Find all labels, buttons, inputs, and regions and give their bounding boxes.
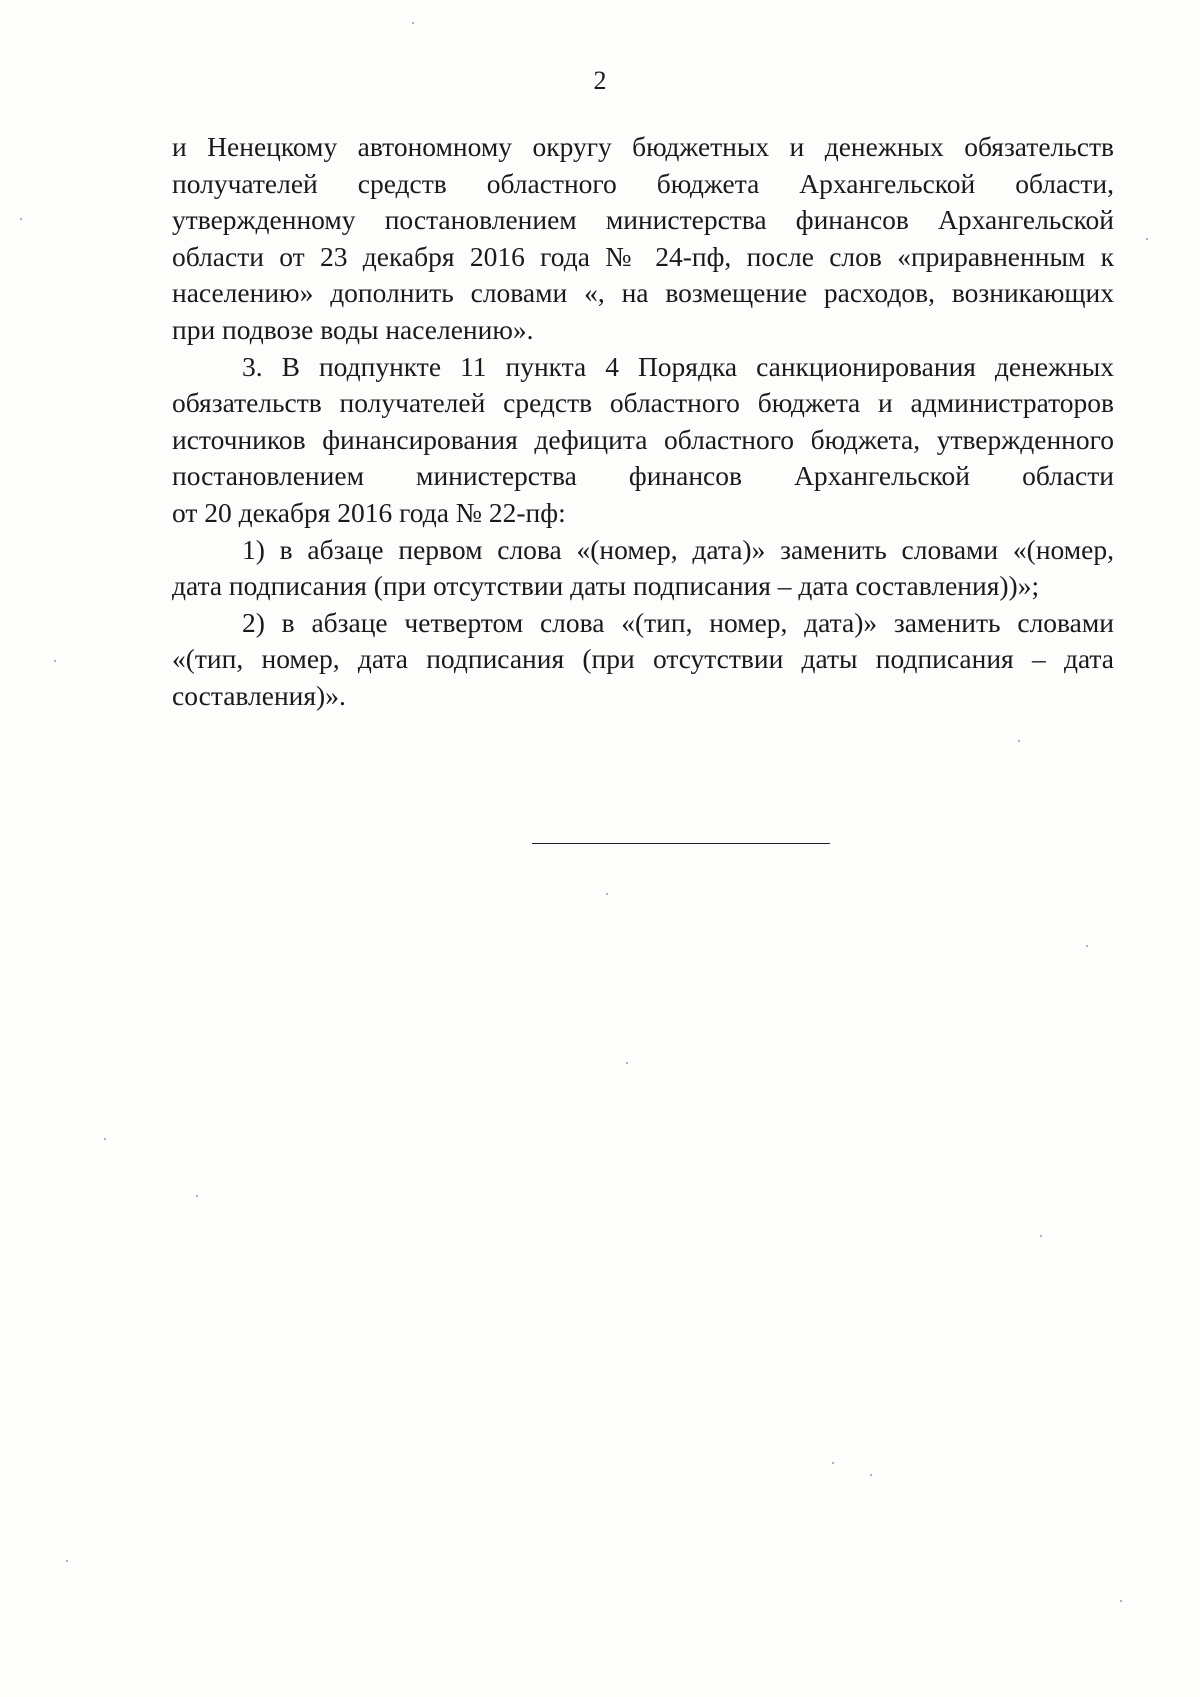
- text-line: населению» дополнить словами «, на возмещение расходов, возникающих: [172, 277, 1114, 309]
- text-line: 1) в абзаце первом слова «(номер, дата)» заменить словами «(номер,: [242, 533, 1114, 565]
- text-line: утвержденному постановлением министерства финансов Архангельской: [172, 204, 1114, 236]
- scan-speck: [196, 1195, 198, 1197]
- paragraph-subitem-2: [172, 605, 1114, 715]
- scan-speck: [1040, 1235, 1042, 1237]
- text-line: 3. В подпункте 11 пункта 4 Порядка санкционирования денежных: [242, 350, 1114, 382]
- scan-speck: [832, 1462, 834, 1464]
- text-line: области от 23 декабря 2016 года № 24-пф, после слов «приравненным к: [172, 240, 1114, 272]
- scan-speck: [54, 660, 56, 662]
- paragraph-subitem-1: [172, 532, 1114, 605]
- document-body: [172, 129, 1114, 715]
- text-line: и Ненецкому автономному округу бюджетных и денежных обязательств: [172, 131, 1114, 162]
- scan-speck: [1018, 740, 1020, 742]
- scan-speck: [1120, 1600, 1122, 1602]
- scan-speck: [104, 1138, 106, 1140]
- text-line: дата подписания (при отсутствии даты подписания – дата составления))»;: [172, 570, 1040, 602]
- end-separator-line: [532, 843, 830, 844]
- scan-speck: [1146, 238, 1148, 240]
- text-line: получателей средств областного бюджета Архангельской области,: [172, 167, 1114, 199]
- page-number: 2: [593, 66, 607, 95]
- scan-speck: [626, 1062, 628, 1064]
- paragraph-item-3: [172, 349, 1114, 532]
- text-line: от 20 декабря 2016 года № 22-пф:: [172, 496, 566, 528]
- text-line: «(тип, номер, дата подписания (при отсутствии даты подписания – дата: [172, 643, 1114, 675]
- text-line: 2) в абзаце четвертом слова «(тип, номер, дата)» заменить словами: [242, 606, 1114, 638]
- scan-speck: [412, 22, 414, 24]
- text-line: источников финансирования дефицита областного бюджета, утвержденного: [172, 423, 1114, 455]
- text-line: составления)».: [172, 679, 346, 711]
- text-line: обязательств получателей средств областного бюджета и администраторов: [172, 387, 1114, 419]
- scan-speck: [870, 1474, 872, 1476]
- text-line: постановлением министерства финансов Архангельской области: [172, 460, 1114, 492]
- scan-speck: [606, 893, 608, 895]
- paragraph-continuation: [172, 129, 1114, 349]
- scan-speck: [1086, 945, 1088, 947]
- scan-speck: [20, 218, 22, 220]
- text-line: при подвозе воды населению».: [172, 313, 534, 345]
- scan-speck: [66, 1560, 68, 1562]
